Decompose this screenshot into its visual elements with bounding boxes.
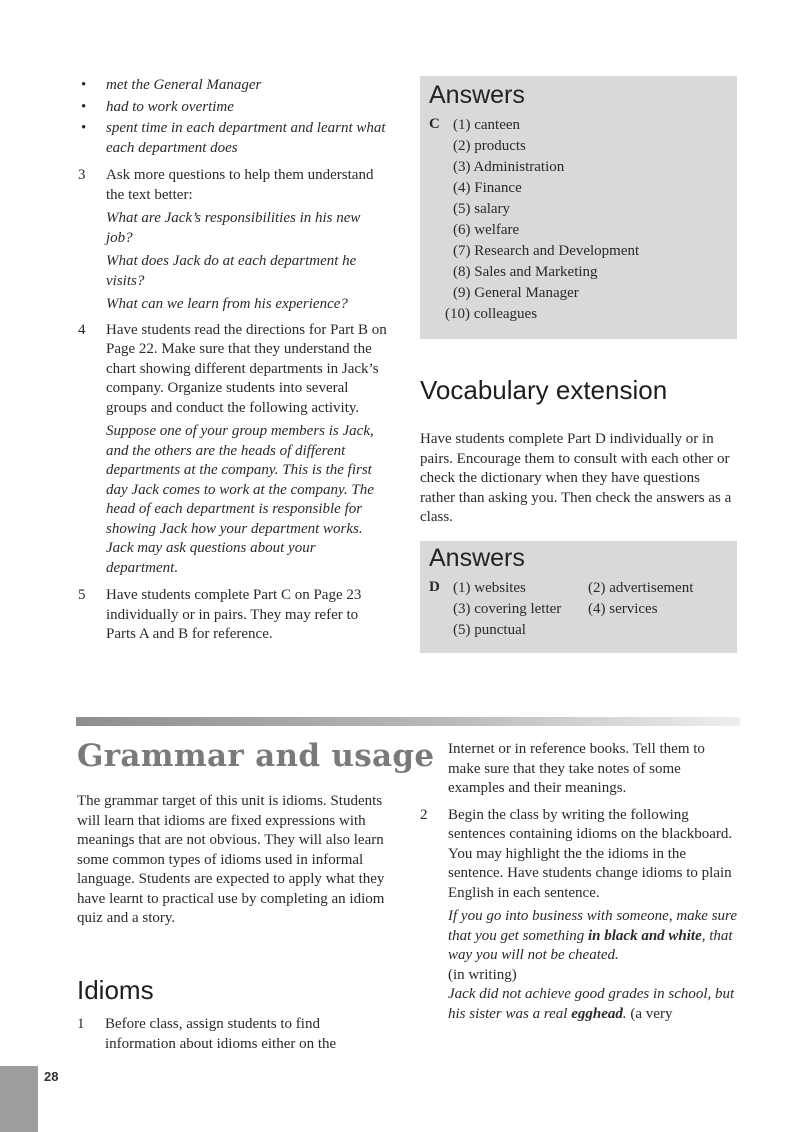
answer-item: (1) websites [453, 580, 526, 596]
answer-letter: D [429, 579, 440, 595]
answer-item: (10) colleagues [445, 306, 538, 322]
item-number: 4 [78, 321, 86, 338]
item-text: Ask more questions to help them understand the text better: [106, 167, 374, 203]
answers-list [429, 115, 729, 325]
answers-heading: Answers [429, 544, 525, 572]
page-number: 28 [44, 1069, 59, 1084]
continued-text: Internet or in reference books. Tell them to make sure that they take notes of some examples and their meanings. [448, 741, 705, 796]
bullet-item: • had to work overtime [78, 98, 390, 118]
bullet-item: • met the General Manager [78, 76, 390, 96]
answer-item: (5) salary [453, 201, 511, 217]
gloss: (in writing) [448, 966, 517, 983]
bullet-icon: • [81, 77, 87, 93]
numbered-item-3 [78, 166, 390, 315]
answer-item: (4) services [588, 601, 658, 617]
answer-item: (2) advertisement [588, 580, 694, 596]
answer-item: (9) General Manager [453, 285, 579, 301]
left-column-top [78, 76, 390, 645]
answer-grid [429, 578, 734, 641]
item-text: Begin the class by writing the following sentences containing idioms on the blackboard. You may highlight the the idioms in the sentence. Have students change idioms to plain English in each sentence. [448, 806, 733, 901]
numbered-item-4 [78, 321, 390, 579]
gloss: (a very [626, 1005, 673, 1022]
answer-item: (6) welfare [453, 222, 520, 238]
example-sentence: If you go into business with someone, make sure that you get something in black and white, that way you will not be cheated. [448, 908, 737, 963]
idiom-highlight: egghead [571, 1005, 623, 1022]
answer-item: (4) Finance [453, 180, 522, 196]
vocabulary-heading: Vocabulary extension [420, 375, 668, 405]
section-divider [76, 717, 740, 726]
grammar-title: Grammar and usage [77, 738, 435, 774]
answers-list [429, 578, 734, 641]
answer-item: (3) covering letter [453, 601, 562, 617]
idioms-heading: Idioms [77, 975, 154, 1005]
answer-item: (2) products [453, 138, 526, 154]
item-text: Have students complete Part C on Page 23 individually or in pairs. They may refer to Parts A and B for reference. [106, 587, 362, 642]
bullet-icon: • [81, 120, 87, 136]
answer-item: (8) Sales and Marketing [453, 264, 598, 280]
item-text: Before class, assign students to find information about idioms either on the [105, 1016, 337, 1052]
vocabulary-text: Have students complete Part D individually or in pairs. Encourage them to consult with each other or check the dictionary when they have questions rather than asking you. Then check the answers as a class. [420, 431, 732, 525]
question: What does Jack do at each department he visits? [106, 253, 357, 289]
bullet-icon: • [81, 98, 87, 115]
answers-heading: Answers [429, 81, 525, 109]
answer-item: (5) punctual [453, 622, 526, 638]
answers-box-d [420, 541, 737, 653]
numbered-item-5 [78, 586, 390, 645]
item-number: 2 [420, 806, 428, 823]
example-sentence: Jack did not achieve good grades in school, but his sister was a real egghead. (a very [448, 986, 735, 1022]
item-number: 3 [78, 167, 86, 183]
page-tab [0, 1066, 38, 1132]
question: What can we learn from his experience? [106, 296, 348, 312]
item-text: Have students read the directions for Part B on Page 22. Make sure that they understand the chart showing different departments in Jack’s company. Organize students into several groups and conduct the following activity. [106, 321, 387, 416]
answer-rows [429, 115, 729, 325]
bullet-item: • spent time in each department and learnt what each department does [81, 120, 386, 156]
activity-text: Suppose one of your group members is Jack, and the others are the heads of different departments at the company. This is the first day Jack comes to work at the company. The head of each department is responsible for showing Jack how your department works. Jack may ask questions about your department. [106, 423, 374, 576]
answer-item: (3) Administration [453, 159, 565, 175]
item-number: 5 [78, 587, 86, 603]
idiom-highlight: in black and white [587, 927, 702, 944]
numbered-item-1 [77, 1015, 393, 1054]
question: What are Jack’s responsibilities in his new job? [106, 210, 361, 246]
numbered-item-2 [420, 806, 738, 1025]
grammar-intro: The grammar target of this unit is idioms. Students will learn that idioms are fixed expressions with meanings that are not obvious. They will also learn some common types of idioms used in informal language. Students are expected to apply what they have learnt to practical use by completing an idiom quiz and a story. [77, 793, 385, 926]
answer-item: (1) canteen [453, 117, 521, 133]
item-number: 1 [77, 1016, 85, 1032]
answer-letter: C [429, 116, 440, 132]
grammar-right-column [420, 740, 738, 1024]
bullet-list [78, 76, 390, 158]
answers-box-c [420, 76, 737, 339]
answer-item: (7) Research and Development [453, 243, 640, 259]
